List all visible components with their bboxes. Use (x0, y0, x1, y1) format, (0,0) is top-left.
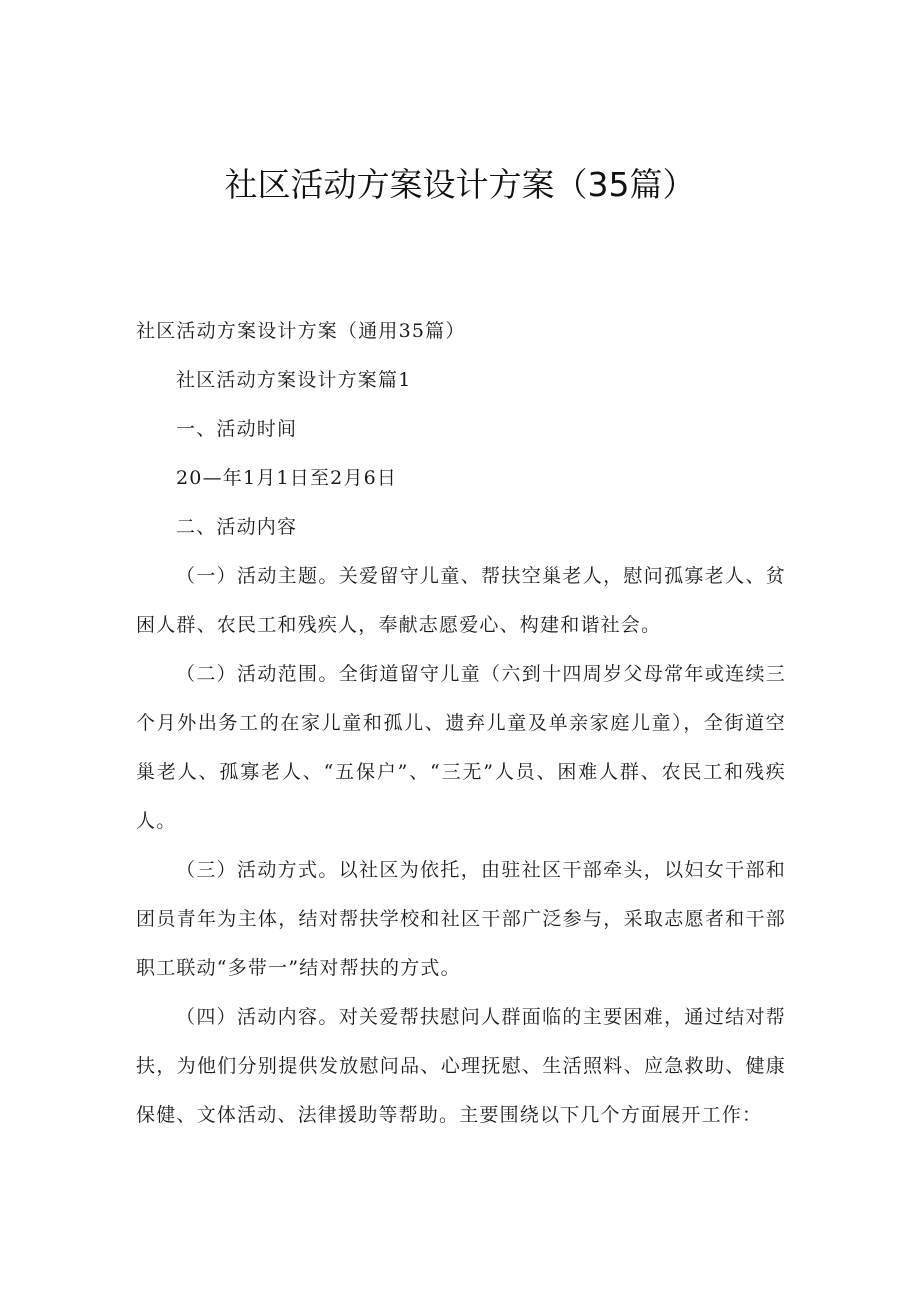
document-title: 社区活动方案设计方案（35篇） (224, 165, 696, 204)
section-heading: 社区活动方案设计方案篇1 (176, 369, 412, 391)
activity-date-range: 20—年1月1日至2月6日 (176, 467, 398, 489)
document-body (136, 307, 786, 1140)
document-subtitle: 社区活动方案设计方案（通用35篇） (136, 320, 466, 342)
paragraph-scope: （二）活动范围。全街道留守儿童（六到十四周岁父母常年或连续三个月外出务工的在家儿童和孤儿、遗弃儿童及单亲家庭儿童），全街道空巢老人、孤寡老人、“五保户”、“三无”人员、困难人群、农民工和残疾人。 (136, 663, 786, 832)
paragraph-method: （三）活动方式。以社区为依托，由驻社区干部牵头，以妇女干部和团员青年为主体，结对帮扶学校和社区干部广泛参与，采取志愿者和干部职工联动“多带一”结对帮扶的方式。 (136, 859, 786, 979)
paragraph-theme: （一）活动主题。关爱留守儿童、帮扶空巢老人，慰问孤寡老人、贫困人群、农民工和残疾人，奉献志愿爱心、构建和谐社会。 (136, 565, 786, 636)
heading-activity-time: 一、活动时间 (176, 418, 298, 440)
heading-activity-content: 二、活动内容 (176, 516, 298, 538)
paragraph-content: （四）活动内容。对关爱帮扶慰问人群面临的主要困难，通过结对帮扶，为他们分别提供发放慰问品、心理抚慰、生活照料、应急救助、健康保健、文体活动、法律援助等帮助。主要围绕以下几个方面展开工作： (136, 1006, 786, 1126)
